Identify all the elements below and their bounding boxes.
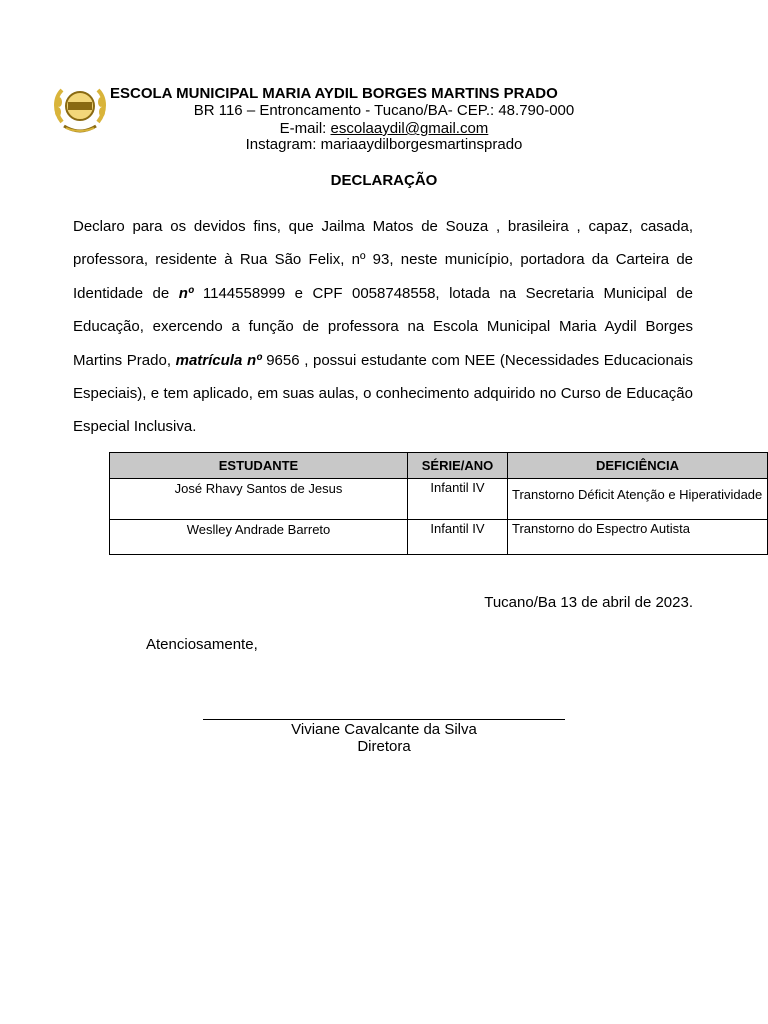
student-grade: Infantil IV (408, 479, 508, 520)
header-grade: SÉRIE/ANO (408, 453, 508, 479)
student-disability: Transtorno do Espectro Autista (508, 520, 768, 555)
student-disability: Transtorno Déficit Atenção e Hiperatividade (508, 479, 768, 520)
registration-label: matrícula nº (175, 351, 262, 369)
school-address: BR 116 – Entroncamento - Tucano/BA- CEP.: 48.790-000 (193, 102, 575, 119)
student-name: José Rhavy Santos de Jesus (110, 479, 408, 520)
signature-line (203, 719, 565, 720)
id-number-label: nº (178, 284, 194, 302)
email-label: E-mail: (279, 120, 331, 137)
table-row (110, 520, 768, 555)
email-link[interactable]: escolaaydil@gmail.com (330, 120, 489, 137)
header-student: ESTUDANTE (110, 453, 408, 479)
table-row (110, 479, 768, 520)
body-part-1: Declaro para os devidos fins, que Jailma Matos de Souza , brasileira , capaz, casada, professora, residente à Rua São Felix, nº 93, neste município, portadora da Carteira de Identidade de (73, 218, 693, 302)
body-part-3: 9656 , possui estudante com NEE (Necessidades Educacionais Especiais), e tem aplicado, em suas aulas, o conhecimento adquirido no Curso de Educação Especial Inclusiva. (73, 351, 693, 436)
signatory-name: Viviane Cavalcante da Silva (291, 721, 477, 738)
declaration-body (73, 210, 693, 444)
student-grade: Infantil IV (408, 520, 508, 555)
header-disability: DEFICIÊNCIA (508, 453, 768, 479)
signatory-role: Diretora (357, 738, 411, 755)
body-part-2: 1144558999 e CPF 0058748558, lotada na Secretaria Municipal de Educação, exercendo a função de professora na Escola Municipal Maria Aydil Borges Martins Prado, (73, 284, 693, 369)
students-table (109, 452, 768, 555)
school-email-line (0, 120, 768, 137)
student-name: Weslley Andrade Barreto (110, 520, 408, 555)
document-date: Tucano/Ba 13 de abril de 2023. (484, 594, 693, 611)
school-name: ESCOLA MUNICIPAL MARIA AYDIL BORGES MARTINS PRADO (110, 85, 558, 102)
table-header-row (110, 453, 768, 479)
school-instagram: Instagram: mariaaydilborgesmartinsprado (245, 136, 523, 153)
document-title: DECLARAÇÃO (330, 172, 438, 189)
closing-text: Atenciosamente, (146, 636, 258, 653)
